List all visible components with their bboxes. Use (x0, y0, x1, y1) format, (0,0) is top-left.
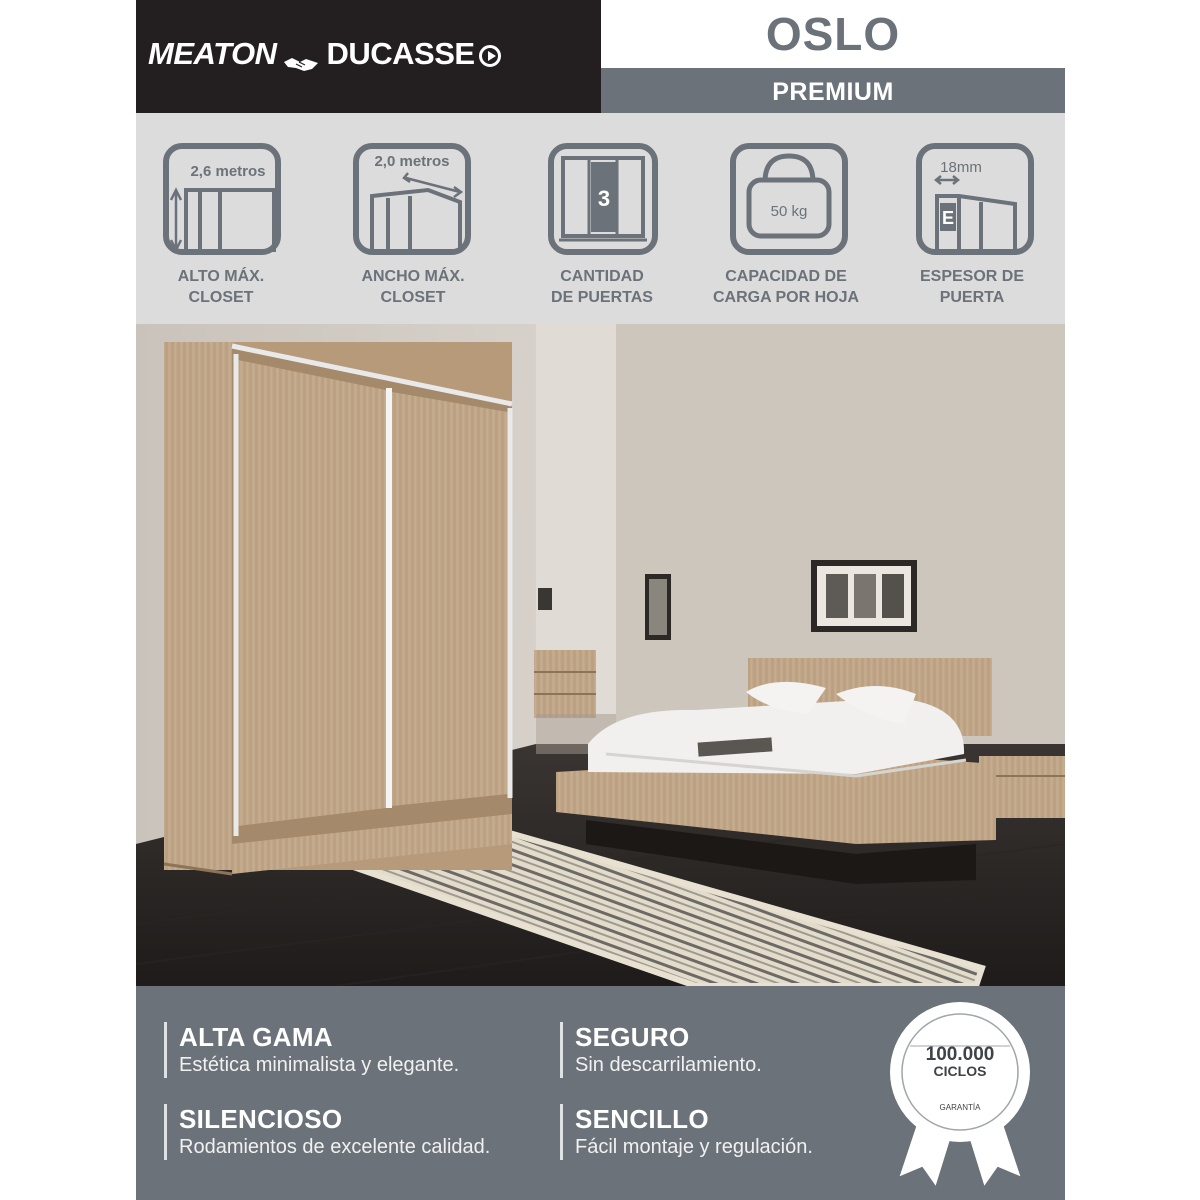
subtitle-box (601, 68, 1065, 113)
doors-icon (537, 140, 667, 260)
height-icon (156, 140, 286, 260)
brand-bar (136, 0, 601, 113)
brand-logo (148, 36, 501, 72)
feature-title: SENCILLO (575, 1104, 709, 1134)
spec-height-value: 2,6 metros (190, 163, 266, 180)
spec-thickness-value: 18mm (940, 159, 982, 176)
spec-height-label: ALTO MÁX. CLOSET (177, 268, 265, 306)
play-icon (479, 45, 501, 67)
feature-silencioso (164, 1104, 490, 1160)
spec-width-label: ANCHO MÁX. CLOSET (361, 268, 465, 306)
thickness-icon (907, 140, 1037, 260)
spec-width (328, 140, 498, 308)
spec-doors-label: CANTIDAD DE PUERTAS (551, 268, 653, 306)
spec-weight-value: 50 kg (770, 203, 808, 220)
spec-thickness-label: ESPESOR DE PUERTA (919, 268, 1025, 306)
product-line: PREMIUM (772, 78, 894, 106)
bedroom-photo (136, 324, 1065, 986)
spec-weight (701, 140, 871, 308)
warranty-badge (880, 1002, 1040, 1192)
brand-name-right: DUCASSE (326, 36, 475, 71)
badge-unit: CICLOS (933, 1063, 987, 1079)
spec-thickness-letter: E (941, 208, 955, 228)
spec-height (136, 140, 306, 308)
feature-seguro (560, 1022, 762, 1078)
spec-width-value: 2,0 metros (374, 153, 450, 170)
feature-desc: Sin descarrilamiento. (575, 1054, 762, 1076)
title-box (601, 0, 1065, 68)
feature-desc: Rodamientos de excelente calidad. (179, 1136, 491, 1158)
brand-name-left: MEATON (148, 36, 277, 71)
weight-icon (721, 140, 851, 260)
product-name: OSLO (765, 8, 901, 60)
feature-sencillo (560, 1104, 813, 1160)
spec-thickness (887, 140, 1057, 308)
feature-desc: Fácil montaje y regulación. (575, 1136, 813, 1158)
spec-doors (517, 140, 687, 308)
feature-title: ALTA GAMA (179, 1022, 333, 1052)
product-sheet (136, 0, 1065, 1200)
spec-band (136, 113, 1065, 324)
handshake-icon (282, 46, 320, 66)
badge-note: GARANTÍA (939, 1103, 981, 1112)
feature-title: SEGURO (575, 1022, 690, 1052)
spec-weight-label: CAPACIDAD DE CARGA POR HOJA (712, 268, 860, 306)
features-section (136, 986, 1065, 1200)
width-icon (348, 140, 478, 260)
badge-number: 100.000 (925, 1044, 995, 1065)
feature-title: SILENCIOSO (179, 1104, 343, 1134)
feature-alta-gama (164, 1022, 459, 1078)
feature-desc: Estética minimalista y elegante. (179, 1054, 460, 1076)
spec-doors-value: 3 (597, 186, 611, 211)
